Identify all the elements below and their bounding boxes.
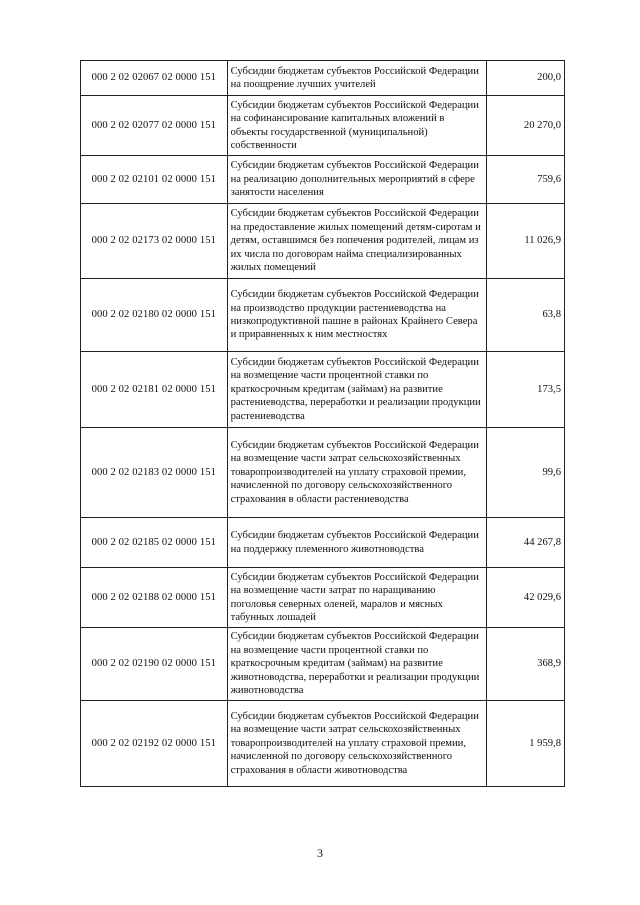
table-row — [81, 352, 565, 428]
description-cell: Субсидии бюджетам субъектов Российской Федерации на возмещение части затрат сельскохозяйственных товаропроизводителей на уплату страховой премии, начисленной по договору сельскохозяйственного страхования в области животноводства — [227, 701, 486, 787]
amount-cell: 173,5 — [486, 352, 564, 428]
description-cell: Субсидии бюджетам субъектов Российской Федерации на возмещение части процентной ставки по краткосрочным кредитам (займам) на развитие животноводства, переработки и реализации продукции животноводства — [227, 628, 486, 701]
description-cell: Субсидии бюджетам субъектов Российской Федерации на предоставление жилых помещений детям-сиротам и детям, оставшимся без попечения родителей, лицам из их числа по договорам найма специализированных жилых помещений — [227, 204, 486, 279]
table-row — [81, 204, 565, 279]
table-row — [81, 96, 565, 156]
budget-code-cell: 000 2 02 02077 02 0000 151 — [81, 96, 228, 156]
amount-cell: 42 029,6 — [486, 568, 564, 628]
budget-code-cell: 000 2 02 02183 02 0000 151 — [81, 428, 228, 518]
description-cell: Субсидии бюджетам субъектов Российской Федерации на поощрение лучших учителей — [227, 61, 486, 96]
budget-code-cell: 000 2 02 02185 02 0000 151 — [81, 518, 228, 568]
description-cell: Субсидии бюджетам субъектов Российской Федерации на производство продукции растениеводства на низкопродуктивной пашне в районах Крайнего Севера и приравненных к ним местностях — [227, 279, 486, 352]
budget-code-cell: 000 2 02 02173 02 0000 151 — [81, 204, 228, 279]
budget-code-cell: 000 2 02 02101 02 0000 151 — [81, 156, 228, 204]
amount-cell: 759,6 — [486, 156, 564, 204]
budget-code-cell: 000 2 02 02181 02 0000 151 — [81, 352, 228, 428]
amount-cell: 63,8 — [486, 279, 564, 352]
table-row — [81, 156, 565, 204]
budget-code-cell: 000 2 02 02180 02 0000 151 — [81, 279, 228, 352]
budget-code-cell: 000 2 02 02067 02 0000 151 — [81, 61, 228, 96]
table-row — [81, 568, 565, 628]
budget-revenue-table — [80, 60, 565, 787]
description-cell: Субсидии бюджетам субъектов Российской Федерации на софинансирование капитальных вложений в объекты государственной (муниципальной) собственности — [227, 96, 486, 156]
table-row — [81, 628, 565, 701]
description-cell: Субсидии бюджетам субъектов Российской Федерации на возмещение части затрат сельскохозяйственных товаропроизводителей на уплату страховой премии, начисленной по договору сельскохозяйственного страхования в области растениеводства — [227, 428, 486, 518]
amount-cell: 200,0 — [486, 61, 564, 96]
page-number: 3 — [317, 846, 323, 860]
table-row — [81, 279, 565, 352]
table-row — [81, 701, 565, 787]
amount-cell: 20 270,0 — [486, 96, 564, 156]
budget-code-cell: 000 2 02 02190 02 0000 151 — [81, 628, 228, 701]
amount-cell: 11 026,9 — [486, 204, 564, 279]
amount-cell: 44 267,8 — [486, 518, 564, 568]
description-cell: Субсидии бюджетам субъектов Российской Федерации на реализацию дополнительных мероприятий в сфере занятости населения — [227, 156, 486, 204]
table-row — [81, 428, 565, 518]
budget-code-cell: 000 2 02 02192 02 0000 151 — [81, 701, 228, 787]
budget-code-cell: 000 2 02 02188 02 0000 151 — [81, 568, 228, 628]
table-row — [81, 61, 565, 96]
description-cell: Субсидии бюджетам субъектов Российской Федерации на возмещение части процентной ставки по краткосрочным кредитам (займам) на развитие растениеводства, переработки и реализации продукции растениеводства — [227, 352, 486, 428]
description-cell: Субсидии бюджетам субъектов Российской Федерации на возмещение части затрат по наращиванию поголовья северных оленей, маралов и мясных табунных лошадей — [227, 568, 486, 628]
amount-cell: 368,9 — [486, 628, 564, 701]
amount-cell: 99,6 — [486, 428, 564, 518]
table-row — [81, 518, 565, 568]
amount-cell: 1 959,8 — [486, 701, 564, 787]
description-cell: Субсидии бюджетам субъектов Российской Федерации на поддержку племенного животноводства — [227, 518, 486, 568]
